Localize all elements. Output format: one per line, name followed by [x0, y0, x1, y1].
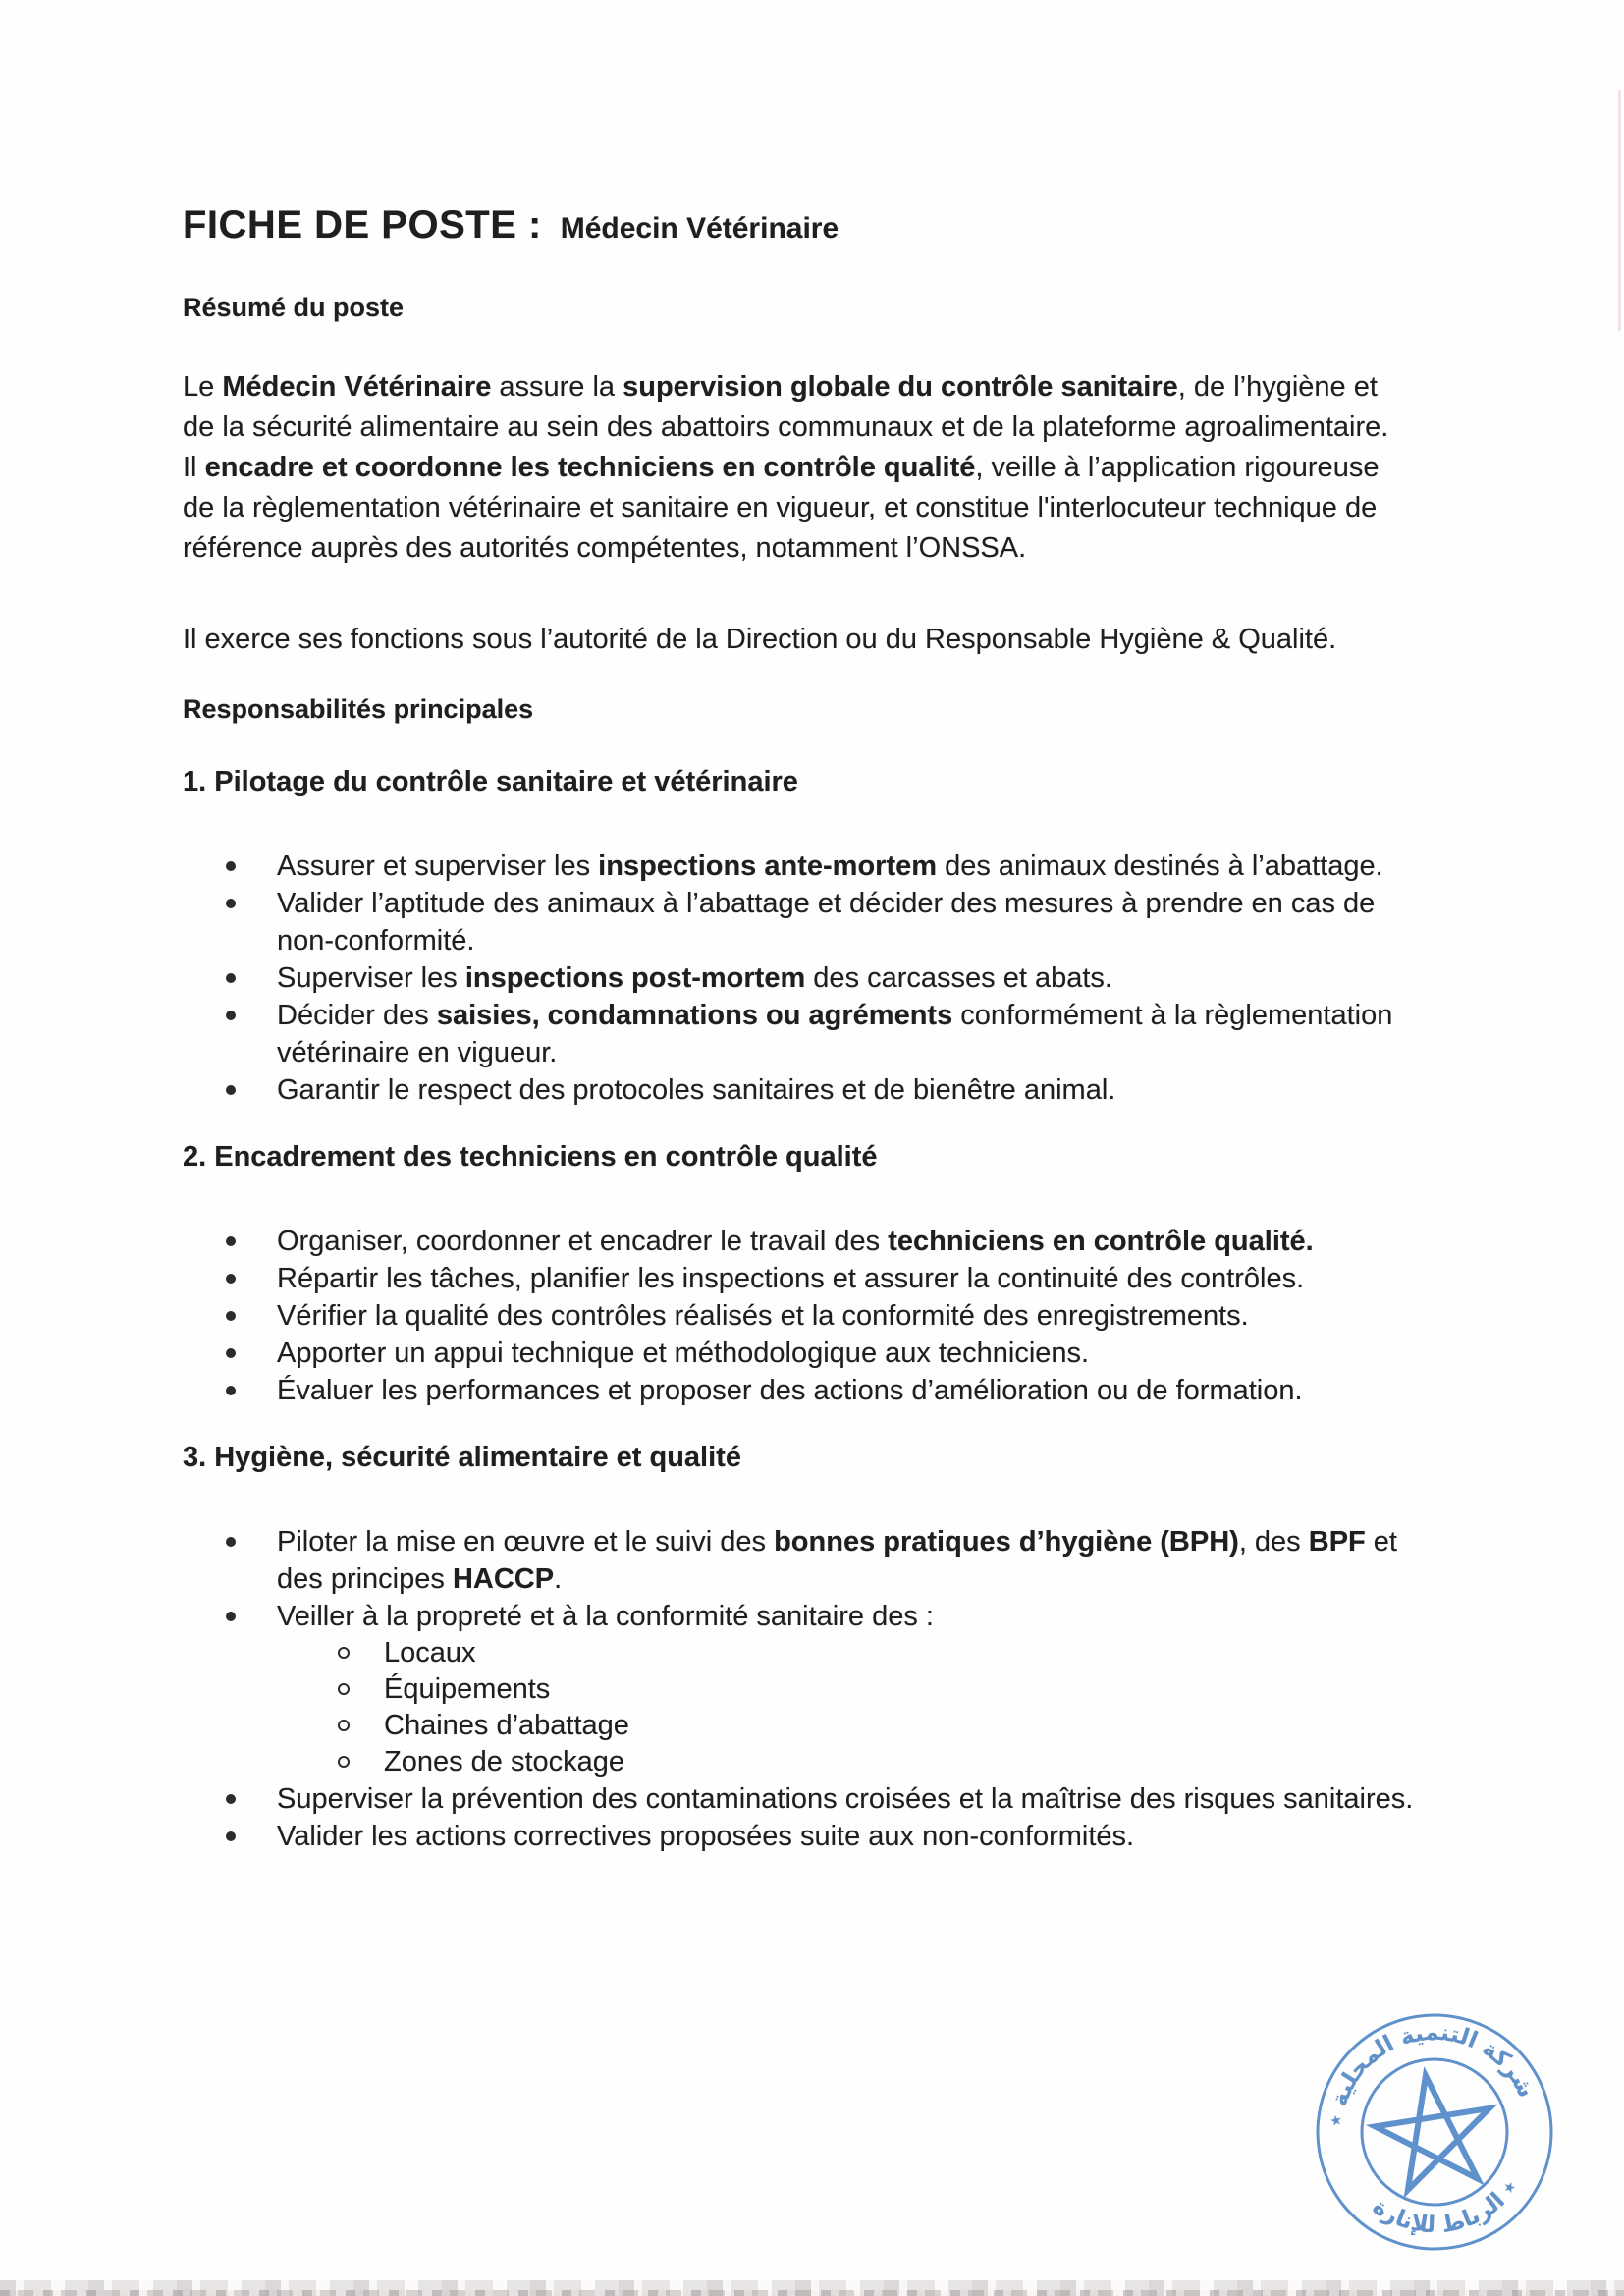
bullet-list: [183, 1223, 1416, 1409]
document-title: [183, 202, 1416, 251]
text-run: Garantir le respect des protocoles sanitaires et de bienêtre animal.: [277, 1074, 1116, 1106]
section-title: 3. Hygiène, sécurité alimentaire et qualité: [183, 1442, 741, 1473]
bold-text-run: inspections ante-mortem: [598, 850, 938, 882]
text-run: Il exerce ses fonctions sous l’autorité de la Direction ou du Responsable Hygiène & Qualité.: [183, 624, 1337, 655]
bold-text-run: inspections post-mortem: [464, 962, 806, 994]
text-run: Le: [183, 371, 223, 403]
bold-text-run: BPF: [1308, 1526, 1366, 1558]
text-run: Évaluer les performances et proposer des actions d’amélioration ou de formation.: [277, 1375, 1303, 1406]
authority-paragraph: [183, 579, 1416, 660]
text-run: , des: [1238, 1526, 1309, 1558]
sub-bullet-item: Chaines d’abattage: [277, 1708, 1416, 1744]
stamp-arc-text-bottom: ٭ الرباط للإنارة: [1368, 2174, 1524, 2239]
bold-text-run: bonnes pratiques d’hygiène (BPH): [774, 1526, 1239, 1558]
text-run: Valider les actions correctives proposées suite aux non-conformités.: [277, 1821, 1135, 1852]
bold-text-run: supervision globale du contrôle sanitaire: [623, 371, 1178, 403]
text-run: Superviser la prévention des contaminations croisées et la maîtrise des risques sanitaires.: [277, 1783, 1414, 1815]
section-2: [183, 1140, 1416, 1409]
sub-bullet-item: Locaux: [277, 1635, 1416, 1671]
document-content: [183, 202, 1416, 1855]
section-1: [183, 765, 1416, 1109]
text-run: et des principes: [277, 1526, 1397, 1595]
bullet-item: [183, 1335, 1416, 1372]
scan-edge-artifact: [0, 2280, 1624, 2296]
bullet-item: [183, 847, 1416, 885]
bullet-list: [183, 847, 1416, 1109]
text-run: Assurer et superviser les: [277, 850, 599, 882]
text-run: des carcasses et abats.: [805, 962, 1112, 994]
bullet-item: [183, 885, 1416, 959]
bold-text-run: Médecin Vétérinaire: [222, 371, 492, 403]
sections: [183, 765, 1416, 1855]
text-run: , veille à l’application rigoureuse de la règlementation vétérinaire et sanitaire en vigueur, et constitue l'interlocuteur technique de référence auprès des autorités compétentes, notamment l’ONSSA.: [183, 452, 1380, 564]
bold-text-run: HACCP: [452, 1563, 555, 1595]
stamp-arc-text-top: شركة التنمية المحلية ٭: [1323, 2019, 1540, 2129]
sub-bullet-list: [277, 1635, 1416, 1780]
bullet-list: [183, 1523, 1416, 1855]
document-title-main: FICHE DE POSTE :: [183, 203, 542, 246]
bullet-item: [183, 959, 1416, 997]
bold-text-run: encadre et coordonne les techniciens en contrôle qualité: [204, 452, 976, 483]
official-stamp: [1293, 1991, 1576, 2273]
bullet-item: [183, 1523, 1416, 1598]
summary-paragraph-1: [183, 367, 1416, 448]
text-run: Veiller à la propreté et à la conformité sanitaire des :: [277, 1601, 934, 1632]
text-run: Piloter la mise en œuvre et le suivi des: [277, 1526, 775, 1558]
section-title: 1. Pilotage du contrôle sanitaire et vétérinaire: [183, 766, 798, 797]
text-run: .: [554, 1563, 563, 1595]
text-run: assure la: [491, 371, 623, 403]
text-run: Superviser les: [277, 962, 465, 994]
text-run: Il: [183, 452, 205, 483]
bullet-item: [183, 1372, 1416, 1409]
text-run: , de l’hygiène et de la sécurité alimentaire au sein des abattoirs communaux et de la plateforme agroalimentaire.: [183, 371, 1389, 443]
summary-heading: Résumé du poste: [183, 293, 405, 322]
summary-paragraph-2: [183, 448, 1416, 569]
text-run: Répartir les tâches, planifier les inspections et assurer la continuité des contrôles.: [277, 1263, 1305, 1294]
text-run: Valider l’aptitude des animaux à l’abattage et décider des mesures à prendre en cas de non-conformité.: [277, 888, 1376, 957]
svg-text:٭ الرباط للإنارة: [1365, 2172, 1529, 2250]
scan-right-artifact: [1618, 90, 1621, 331]
text-run: Vérifier la qualité des contrôles réalisés et la conformité des enregistrements.: [277, 1300, 1249, 1332]
bullet-item: [183, 1223, 1416, 1260]
bullet-item: [183, 1297, 1416, 1335]
bullet-item: [183, 997, 1416, 1071]
section-3: [183, 1441, 1416, 1855]
bold-text-run: techniciens en contrôle qualité.: [888, 1226, 1314, 1257]
sub-bullet-item: Zones de stockage: [277, 1744, 1416, 1780]
text-run: des animaux destinés à l’abattage.: [937, 850, 1383, 882]
text-run: Organiser, coordonner et encadrer le travail des: [277, 1226, 889, 1257]
bold-text-run: saisies, condamnations ou agréments: [436, 1000, 953, 1031]
bullet-item: [183, 1780, 1416, 1818]
section-title: 2. Encadrement des techniciens en contrôle qualité: [183, 1141, 878, 1173]
bullet-item: [183, 1818, 1416, 1855]
responsibilities-heading: Responsabilités principales: [183, 694, 534, 724]
bullet-item: [183, 1598, 1416, 1780]
text-run: Apporter un appui technique et méthodologique aux techniciens.: [277, 1338, 1090, 1369]
star-icon: [1369, 2066, 1500, 2193]
sub-bullet-item: Équipements: [277, 1671, 1416, 1708]
text-run: Décider des: [277, 1000, 437, 1031]
text-run: conformément à la règlementation vétérinaire en vigueur.: [277, 1000, 1393, 1068]
document-title-sub: Médecin Vétérinaire: [560, 212, 839, 245]
bullet-item: [183, 1260, 1416, 1297]
bullet-item: [183, 1071, 1416, 1109]
